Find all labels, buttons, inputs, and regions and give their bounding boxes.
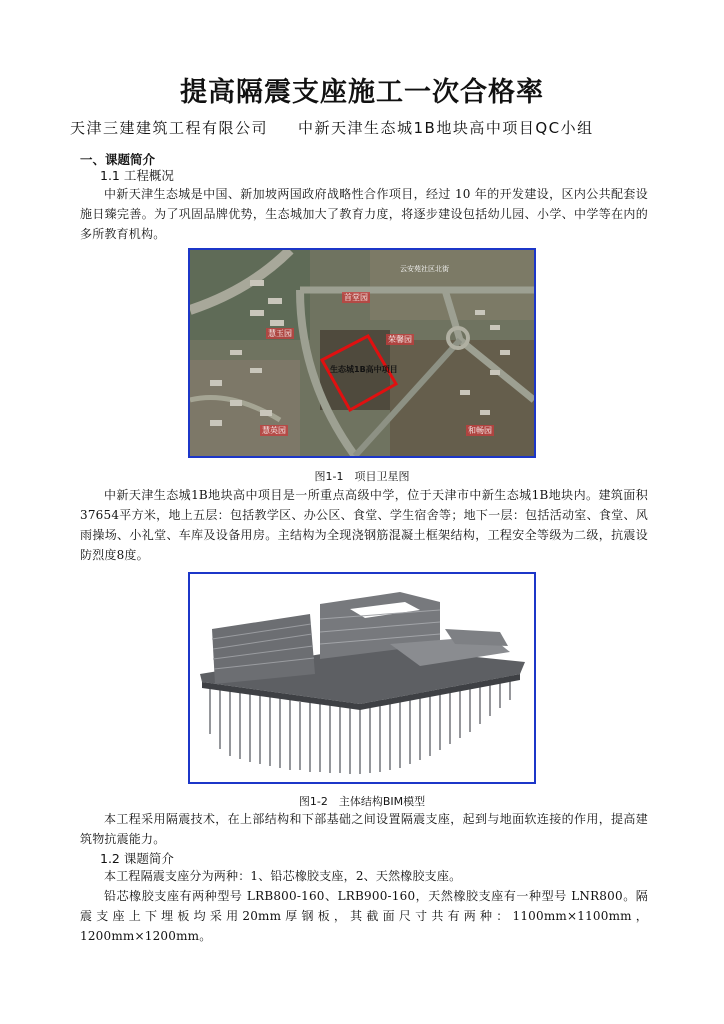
company-name: 天津三建建筑工程有限公司 <box>70 119 269 137</box>
subsection-heading-topic: 1.2 课题简介 <box>100 851 174 866</box>
map-label-project-site: 生态城1B高中项目 <box>330 365 398 374</box>
figure-2-caption: 图1-2 主体结构BIM模型 <box>298 795 426 808</box>
bim-model-figure <box>188 572 536 784</box>
map-label-road: 云安苑社区北街 <box>400 265 449 273</box>
paragraph-project-description: 中新天津生态城1B地块高中项目是一所重点高级中学，位于天津市中新生态城1B地块内。建筑面积37654平方米，地上五层：包括教学区、办公区、食堂、学生宿舍等；地下一层：包括活动室、食堂、风雨操场、小礼堂、车库及设备用房。主结构为全现浇钢筋混凝土框架结构，工程安全等级为二级，抗震设防烈度8度。 <box>80 488 648 562</box>
page-title: 提高隔震支座施工一次合格率 <box>180 77 544 108</box>
map-label-north-garden: 首堂园 <box>344 293 368 302</box>
paragraph-bearing-models: 铅芯橡胶支座有两种型号 LRB800-160、LRB900-160，天然橡胶支座有一种型号 LNR800。隔震支座上下埋板均采用20mm厚钢板，其截面尺寸共有两种：1100mm×1100mm，1200mm×1200mm。 <box>80 889 648 943</box>
team-name: 中新天津生态城1B地块高中项目QC小组 <box>298 119 594 137</box>
figure-1-caption: 图1-1 项目卫星图 <box>314 470 410 483</box>
paragraph-overview: 中新天津生态城是中国、新加坡两国政府战略性合作项目，经过 10 年的开发建设，区内公共配套设施日臻完善。为了巩固品牌优势，生态城加大了教育力度，将逐步建设包括幼儿园、小学、中学等在内的多所教育机构。 <box>80 187 648 241</box>
paragraph-bearing-types: 本工程隔震支座分为两种：1、铅芯橡胶支座，2、天然橡胶支座。 <box>104 869 462 883</box>
map-label-west-garden: 慧玉园 <box>268 329 292 338</box>
section-heading: 一、课题简介 <box>80 152 156 167</box>
map-label-southwest-garden: 慧英园 <box>262 426 286 435</box>
author-line <box>70 117 670 138</box>
bim-model-image <box>190 574 534 782</box>
paragraph-isolation-tech: 本工程采用隔震技术，在上部结构和下部基础之间设置隔震支座，起到与地面软连接的作用，提高建筑物抗震能力。 <box>80 812 648 846</box>
subsection-heading-overview: 1.1 工程概况 <box>100 168 174 183</box>
map-label-east-garden: 荣馨园 <box>388 335 412 344</box>
satellite-map-figure <box>188 248 536 458</box>
map-label-southeast-garden: 和畅园 <box>468 426 492 435</box>
